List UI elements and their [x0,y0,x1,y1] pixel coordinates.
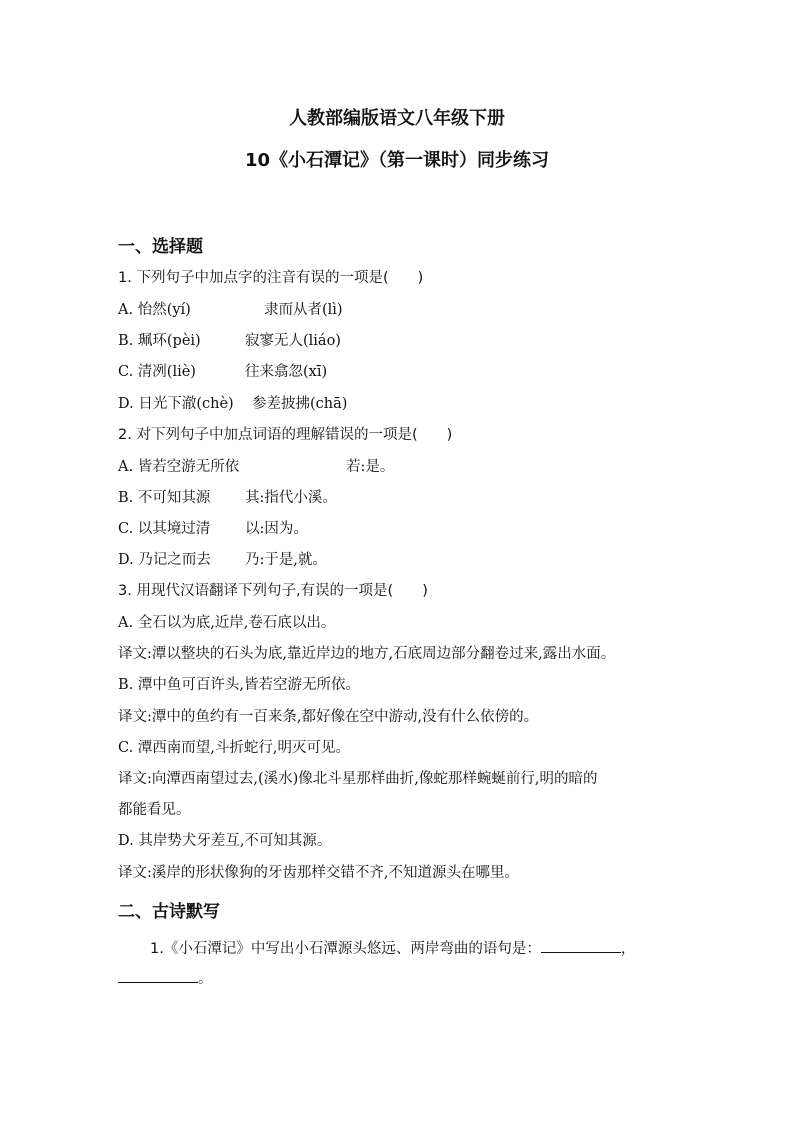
q1-option-b-part1: B. 珮环(pèi) [118,333,201,349]
q2-option-b-part1: B. 不可知其源 [118,490,211,506]
q1-option-c-part1: C. 清冽(liè) [118,364,196,380]
document-title: 人教部编版语文八年级下册 [289,108,505,129]
q2-stem: 2. 对下列句子中加点词语的理解错误的一项是( ) [118,427,453,443]
q1-option-a-part1: A. 怡然(yí) [118,302,191,318]
section-heading-choice: 一、选择题 [118,237,203,257]
q1-option-a-part2: 隶而从者(lì) [264,302,343,318]
q1-option-d [118,394,347,414]
q3-option-a-translation: 译文:潭以整块的石头为底,靠近岸边的地方,石底周边部分翻卷过来,露出水面。 [118,646,616,662]
q1-stem: 1. 下列句子中加点字的注音有误的一项是( ) [118,270,424,286]
q2-option-a-part2: 若:是。 [346,459,395,475]
document-subtitle: 10《小石潭记》（第一课时）同步练习 [244,150,550,171]
q2-option-a [118,457,394,477]
q1-option-b [118,331,341,351]
q1-option-d-part1: D. 日光下澈(chè) [118,396,234,412]
q2-option-d-part1: D. 乃记之而去 [118,552,211,568]
poem-q1-comma: ， [620,941,636,957]
q3-option-d: D. 其岸势犬牙差互,不可知其源。 [118,833,332,849]
q2-option-d [118,550,327,570]
q2-option-c-part2: 以:因为。 [245,521,308,537]
q1-option-d-part2: 参差披拂(chā) [252,396,348,412]
poem-q1 [150,938,635,959]
q3-option-d-translation: 译文:溪岸的形状像狗的牙齿那样交错不齐,不知道源头在哪里。 [118,865,519,881]
section-heading-poem: 二、古诗默写 [118,902,220,922]
q3-option-c-translation-line2: 都能看见。 [118,802,191,818]
q1-option-b-part2: 寂寥无人(liáo) [245,333,341,349]
q3-stem: 3. 用现代汉语翻译下列句子,有误的一项是( ) [118,583,428,599]
q3-option-a: A. 全石以为底,近岸,卷石底以出。 [118,615,336,631]
q1-option-c-part2: 往来翕忽(xī) [245,364,328,380]
answer-blank-1[interactable] [541,938,621,953]
q2-option-b-part2: 其:指代小溪。 [245,490,337,506]
poem-q1-continued [118,968,213,989]
q3-option-c: C. 潭西南而望,斗折蛇行,明灭可见。 [118,740,351,756]
q2-option-c [118,519,308,539]
q1-option-a [118,300,343,320]
q2-option-d-part2: 乃:于是,就。 [245,552,327,568]
q3-option-b: B. 潭中鱼可百许头,皆若空游无所依。 [118,677,360,693]
q2-option-c-part1: C. 以其境过清 [118,521,211,537]
q3-option-b-translation: 译文:潭中的鱼约有一百来条,都好像在空中游动,没有什么依傍的。 [118,709,539,725]
q1-option-c [118,362,327,382]
q2-option-b [118,488,337,508]
answer-blank-2[interactable] [118,968,198,983]
q3-option-c-translation-line1: 译文:向潭西南望过去,(溪水)像北斗星那样曲折,像蛇那样蜿蜒前行,明的暗的 [118,771,598,787]
poem-q1-period: 。 [198,971,213,987]
q2-option-a-part1: A. 皆若空游无所依 [118,459,240,475]
poem-q1-text: 1.《小石潭记》中写出小石潭源头悠远、两岸弯曲的语句是： [150,941,541,957]
